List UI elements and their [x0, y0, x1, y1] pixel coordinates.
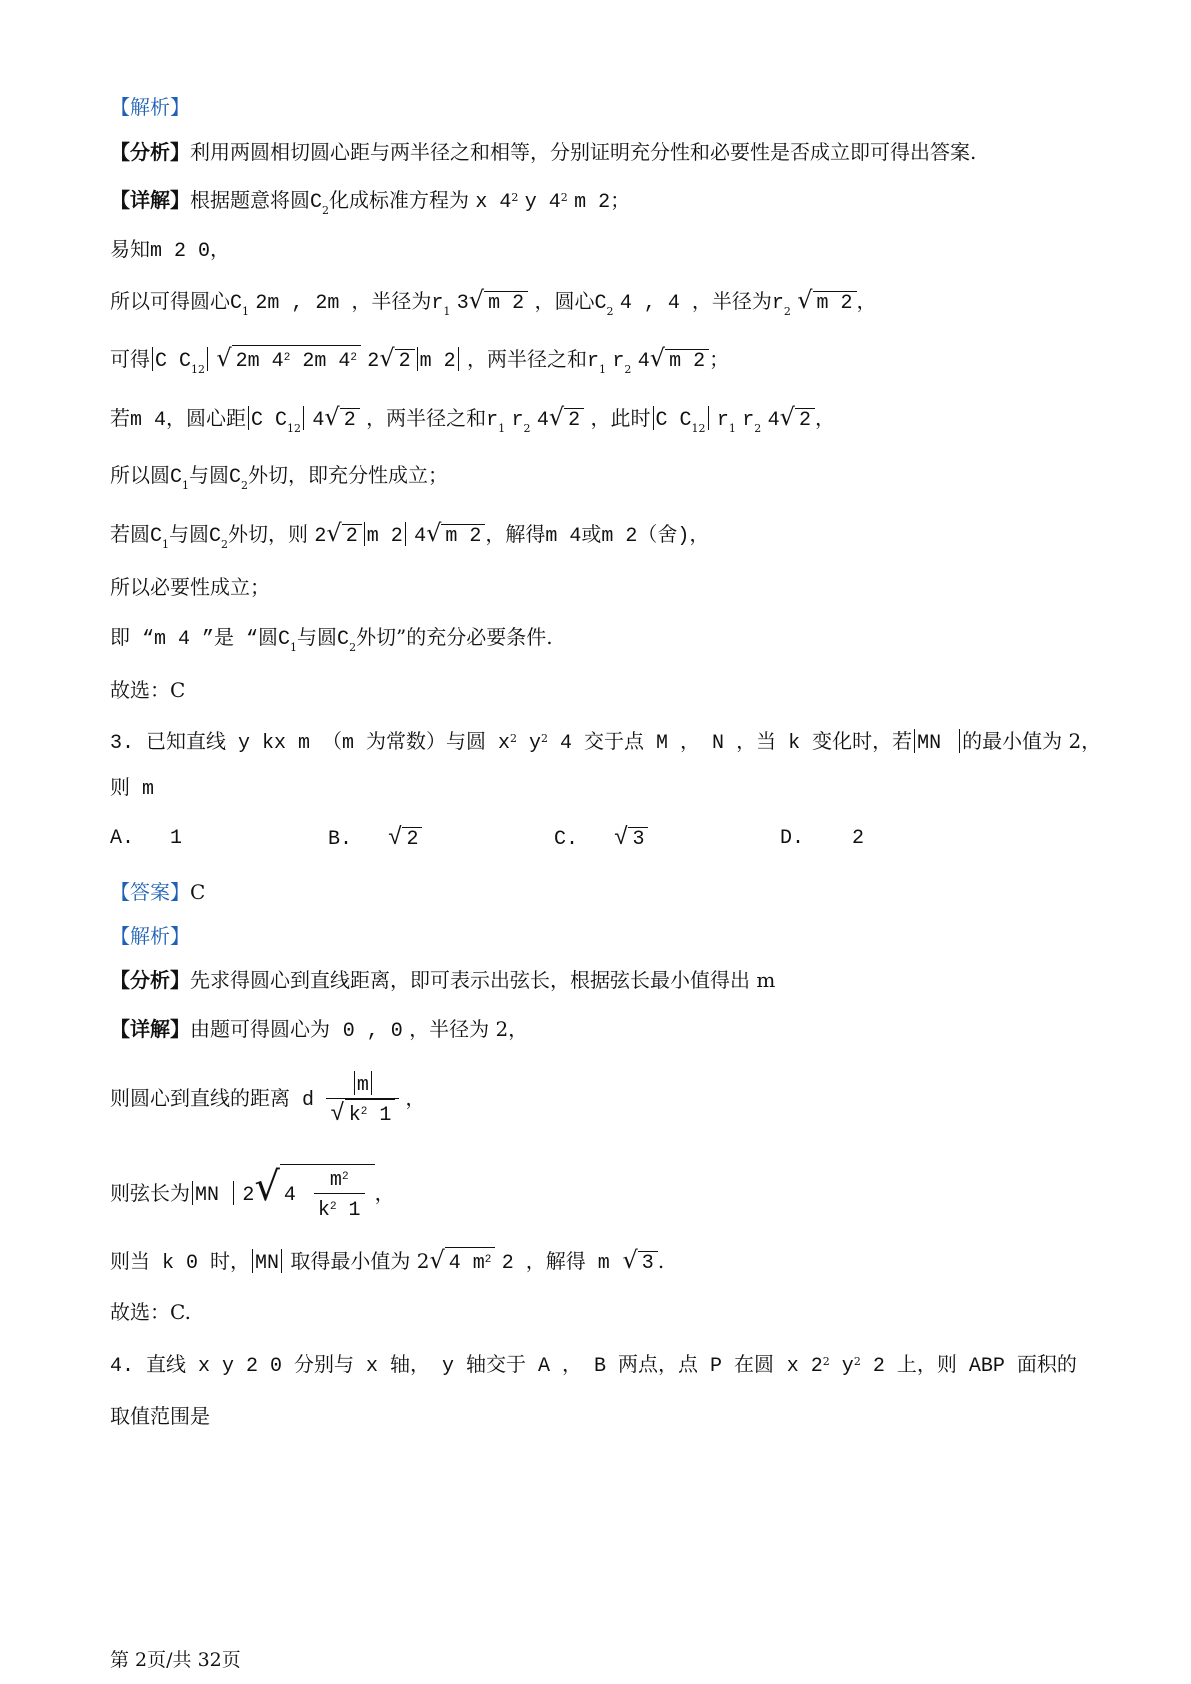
- s: 1: [599, 363, 607, 376]
- t: 若圆: [110, 522, 150, 546]
- option-d[interactable]: D. 2: [780, 827, 865, 850]
- t: 与圆: [189, 463, 230, 487]
- c: C: [278, 628, 291, 651]
- m: m 2: [419, 350, 456, 373]
- eq: 2 上，则 ABP 面积的: [860, 1355, 1077, 1378]
- answer-line: [110, 877, 205, 907]
- t: 2m , 2m ，半径为: [255, 292, 432, 315]
- t: 可得: [110, 347, 150, 371]
- question-4-cont: 取值范围是: [110, 1404, 210, 1428]
- t: 外切，即充分性成立；: [248, 463, 449, 487]
- s: 1: [191, 363, 199, 376]
- t: ，解得m 4或m 2（舍)，: [485, 525, 710, 548]
- r: r: [486, 409, 499, 432]
- sqrt: √ 2: [324, 402, 359, 433]
- t: 则当 k 0 时，: [110, 1252, 251, 1275]
- rs: 1: [443, 305, 451, 318]
- c1: C: [230, 292, 243, 315]
- r2: r: [771, 292, 784, 315]
- sqrt: √ 2m $4^2$ 2m $4^2$: [216, 343, 361, 374]
- coef: 4: [312, 409, 325, 432]
- coef: 2: [314, 525, 327, 548]
- detail-text: 根据题意将圆: [190, 188, 310, 212]
- if-line: [110, 402, 835, 444]
- sqrt: √ m 2: [797, 285, 856, 316]
- detail-line-2: [110, 1014, 528, 1047]
- analysis-tag: 【分析】: [110, 140, 190, 164]
- r2s: 2: [783, 305, 791, 318]
- known-line: 易知m 2 0，: [110, 240, 231, 263]
- s: 2: [510, 732, 518, 745]
- question-4: [110, 1347, 1077, 1382]
- sqrt: √ 3: [623, 1245, 658, 1276]
- c2: C: [594, 292, 607, 315]
- mn: MN: [195, 1184, 220, 1207]
- option-a[interactable]: A. 1: [110, 827, 183, 850]
- distance-line: [110, 343, 729, 385]
- t: 即 “m 4 ”是 “圆: [110, 628, 279, 651]
- options-row: [110, 824, 1010, 856]
- eq-part-3: m 2；: [574, 191, 631, 214]
- tangent-line: [110, 460, 448, 501]
- t: ，两半径之和: [467, 347, 587, 371]
- s: 2: [349, 641, 357, 654]
- option-b[interactable]: B. √ 2: [328, 824, 422, 855]
- t: 4. 直线 x y 2 0 分别与 x 轴， y 轴交于 A ， B 两点，点 P 在圆: [110, 1355, 775, 1378]
- t: ，: [814, 406, 835, 430]
- t: ，: [374, 1181, 395, 1205]
- s: 1: [162, 538, 170, 551]
- eq-part-2: y 4: [524, 191, 561, 214]
- question-3: [110, 724, 1101, 759]
- analysis-tag: 【分析】: [110, 968, 190, 992]
- conclusion-line: [110, 622, 553, 663]
- eq-part: x 4: [475, 191, 512, 214]
- minimum-line: [110, 1245, 664, 1279]
- eq: y: [829, 1355, 854, 1378]
- t: 外切”的充分必要条件.: [356, 625, 553, 649]
- fraction: $\frac{m}{√ k^2 1}$: [326, 1071, 399, 1129]
- detail-line-1: [110, 183, 630, 226]
- coef: 4: [767, 409, 780, 432]
- s: 2: [698, 422, 706, 435]
- answer-tag: 【答案】: [110, 880, 190, 904]
- sqrt: √ m 2: [426, 518, 485, 549]
- t: 与圆: [297, 625, 338, 649]
- c: C: [150, 525, 163, 548]
- choice-line: 故选：C: [110, 678, 186, 702]
- sqrt: √ m 2: [650, 343, 709, 374]
- t: 3. 已知直线 y kx m （m 为常数）与圆 x: [110, 732, 511, 755]
- s: 2: [294, 422, 302, 435]
- eq: x 2: [786, 1355, 823, 1378]
- s: 2: [221, 538, 229, 551]
- s: 2: [241, 479, 249, 492]
- c: C: [170, 466, 183, 489]
- m: m 2: [366, 525, 403, 548]
- circle-name: C: [310, 191, 323, 214]
- analysis-line: [110, 137, 976, 167]
- mn: MN: [917, 732, 942, 755]
- t: 4 , 4 ，半径为: [619, 292, 772, 315]
- t: 则圆心到直线的距离 d: [110, 1089, 315, 1112]
- s2: 2: [606, 305, 614, 318]
- t: 4 交于点 M ， N ，当 k 变化时，若: [548, 732, 913, 755]
- t: 则弦长为: [110, 1181, 190, 1205]
- mn: MN: [255, 1252, 280, 1275]
- eq-sup: 2: [511, 191, 519, 204]
- t: ，此时: [590, 406, 651, 430]
- t: 外切，则: [228, 522, 309, 546]
- s: 2: [624, 363, 632, 376]
- r: r: [431, 292, 444, 315]
- s: 1: [728, 422, 736, 435]
- coef: 2: [367, 350, 380, 373]
- t: ，: [405, 1086, 426, 1110]
- r: r: [612, 350, 625, 373]
- t: 取得最小值为 2: [290, 1249, 430, 1273]
- coef: 4: [637, 350, 650, 373]
- center-line: [110, 285, 877, 327]
- distance-formula: [110, 1068, 425, 1131]
- s: 1: [290, 641, 298, 654]
- detail-tag: 【详解】: [110, 1017, 190, 1041]
- analysis-text: 先求得圆心到直线距离，即可表示出弦长，根据弦长最小值得出 m: [190, 968, 776, 992]
- choice-line-2: 故选：C.: [110, 1300, 191, 1324]
- t: .: [657, 1249, 665, 1273]
- analysis-heading-2: 【解析】: [110, 924, 190, 948]
- t: ，半径为 2，: [409, 1017, 529, 1041]
- t: 与圆: [169, 522, 210, 546]
- answer-value: C: [190, 880, 206, 904]
- t: 所以可得圆心: [110, 289, 230, 313]
- s: 1: [691, 422, 699, 435]
- s1: 1: [242, 305, 250, 318]
- sqrt: √ m 2: [469, 285, 528, 316]
- t: ，: [856, 289, 877, 313]
- question-3-cont: 则 m: [110, 778, 155, 801]
- sqrt: √ 2: [780, 402, 815, 433]
- detail-text-2: 化成标准方程为: [329, 188, 470, 212]
- t: ；: [709, 347, 730, 371]
- necessity-line: 所以必要性成立；: [110, 575, 270, 599]
- analysis-line-2: [110, 965, 775, 995]
- s: 1: [498, 422, 506, 435]
- t: 若m 4，圆心距: [110, 409, 247, 432]
- s: 2: [754, 422, 762, 435]
- analysis-text: 利用两圆相切圆心距与两半径之和相等，分别证明充分性和必要性是否成立即可得出答案.: [190, 140, 977, 164]
- r: r: [742, 409, 755, 432]
- coef: 4: [536, 409, 549, 432]
- analysis-heading: 【解析】: [110, 95, 190, 119]
- s: 2: [853, 1355, 861, 1368]
- coef: 4: [414, 525, 427, 548]
- detail-tag: 【详解】: [110, 188, 190, 212]
- r: r: [716, 409, 729, 432]
- t: 2 ，解得 m: [501, 1252, 610, 1275]
- t: 所以圆: [110, 463, 170, 487]
- circle-sub: 2: [322, 204, 330, 217]
- page-footer: 第 2页/共 32页: [110, 1649, 241, 1671]
- t: 的最小值为 2，: [962, 729, 1102, 753]
- coef: 3: [456, 292, 469, 315]
- eq-sup-2: 2: [560, 191, 568, 204]
- chord-formula: [110, 1155, 395, 1228]
- option-c[interactable]: C. √ 3: [554, 824, 648, 855]
- c: C: [337, 628, 350, 651]
- c: C: [209, 525, 222, 548]
- s: 2: [198, 363, 206, 376]
- t: 由题可得圆心为: [190, 1017, 330, 1041]
- cc: C C: [655, 409, 692, 432]
- sqrt: √ 2: [326, 518, 361, 549]
- t: ，两半径之和: [366, 406, 487, 430]
- t: y: [517, 732, 542, 755]
- point: 0 , 0: [342, 1020, 403, 1043]
- s: 2: [541, 732, 549, 745]
- coef: 2: [242, 1184, 255, 1207]
- sqrt: √ 2: [379, 343, 414, 374]
- sqrt: √ 4 $\frac{m^2}{k^2 1}$: [254, 1155, 374, 1225]
- c: C: [229, 466, 242, 489]
- s: 1: [287, 422, 295, 435]
- r: r: [587, 350, 600, 373]
- t: ，圆心: [534, 289, 595, 313]
- r: r: [511, 409, 524, 432]
- s: 1: [182, 479, 190, 492]
- sqrt: √ 2: [549, 402, 584, 433]
- s: 2: [523, 422, 531, 435]
- converse-line: [110, 518, 709, 560]
- s: 2: [822, 1355, 830, 1368]
- sqrt: √ 4 $m^2$: [429, 1245, 495, 1276]
- cc: C C: [155, 350, 192, 373]
- cc: C C: [251, 409, 288, 432]
